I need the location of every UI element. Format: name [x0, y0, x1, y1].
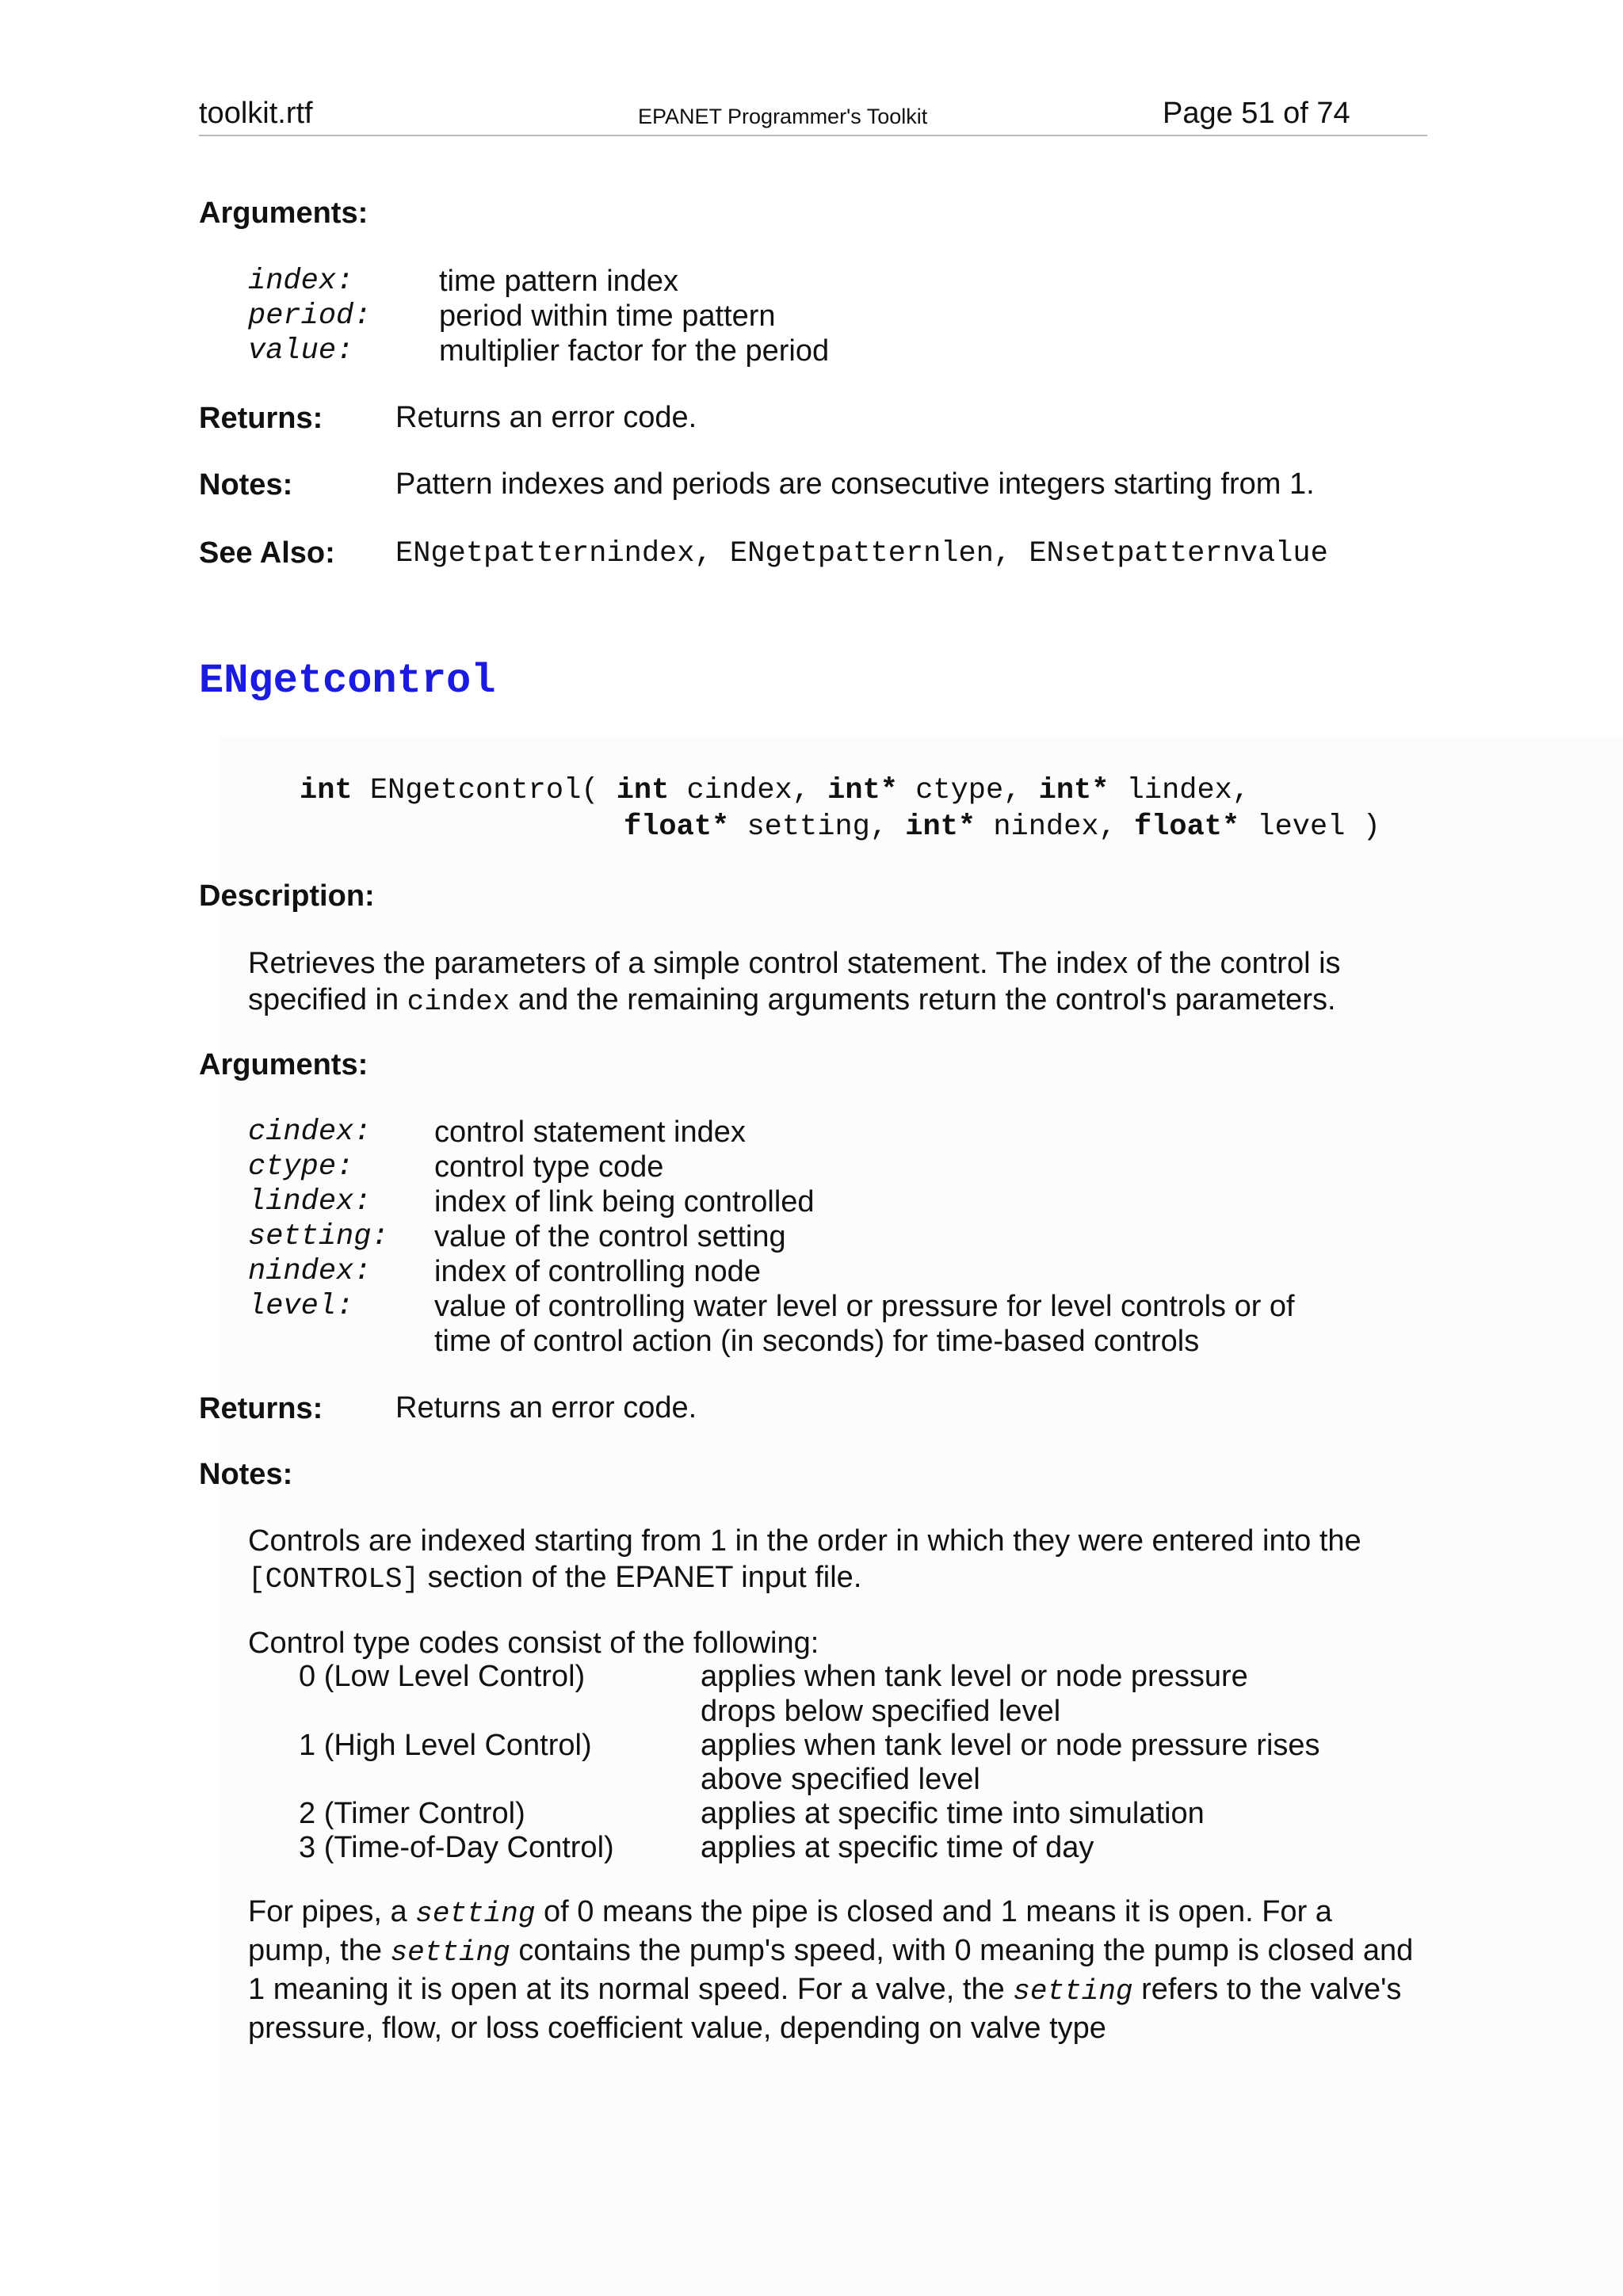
control-code-desc: applies when tank level or node pressure: [701, 1660, 1248, 1693]
arg-desc: value of the control setting: [434, 1220, 786, 1253]
prev-notes-label: Notes:: [199, 468, 293, 502]
prev-see-also-links[interactable]: ENgetpatternindex, ENgetpatternlen, ENsetpatternvalue: [395, 537, 1328, 570]
header-filename: toolkit.rtf: [199, 97, 313, 130]
notes-codes-intro: Control type codes consist of the following:: [248, 1627, 819, 1660]
arg-desc: index of link being controlled: [434, 1185, 815, 1219]
prev-arguments-label: Arguments:: [199, 196, 369, 230]
arguments-label: Arguments:: [199, 1048, 369, 1081]
notes-paragraph-3: For pipes, a setting of 0 means the pipe is closed and 1 means it is open. For a pump, the setting contains the pump's speed, with 0 meaning the pump is closed and 1 meaning it is open at its normal speed. For a valve, the setting refers to the valve's pressure, flow, or loss coefficient value, depending on valve type: [248, 1895, 1414, 2045]
prev-arg-name: index:: [248, 265, 354, 298]
arg-name: lindex:: [248, 1185, 372, 1219]
function-prototype-line2: float* setting, int* nindex, float* level ): [624, 810, 1381, 844]
arg-desc: index of controlling node: [434, 1255, 761, 1288]
prev-arg-desc: time pattern index: [439, 265, 679, 298]
notes-label: Notes:: [199, 1458, 293, 1491]
control-code: 1 (High Level Control): [299, 1729, 592, 1762]
function-title: ENgetcontrol: [199, 658, 496, 704]
prev-arg-name: period:: [248, 299, 372, 333]
returns-text: Returns an error code.: [395, 1391, 697, 1425]
notes-paragraph-1: Controls are indexed starting from 1 in the order in which they were entered into the [CONTROLS] section of the EPANET input file.: [248, 1524, 1361, 1596]
arg-name: nindex:: [248, 1255, 372, 1288]
arg-name: cindex:: [248, 1116, 372, 1149]
arg-desc: control statement index: [434, 1116, 746, 1149]
control-code: 3 (Time-of-Day Control): [299, 1831, 614, 1864]
control-code-desc: above specified level: [701, 1763, 980, 1796]
control-code-desc: applies at specific time of day: [701, 1831, 1094, 1864]
control-code-desc: applies when tank level or node pressure rises: [701, 1729, 1320, 1762]
header-page-number: Page 51 of 74: [1163, 97, 1350, 130]
control-code: 2 (Timer Control): [299, 1797, 525, 1830]
function-prototype-line1: int ENgetcontrol( int cindex, int* ctype, int* lindex,: [300, 774, 1251, 807]
prev-returns-label: Returns:: [199, 402, 323, 435]
prev-arg-desc: multiplier factor for the period: [439, 334, 830, 368]
header-divider: [199, 135, 1427, 136]
prev-notes-text: Pattern indexes and periods are consecutive integers starting from 1.: [395, 467, 1315, 501]
arg-name: setting:: [248, 1220, 389, 1253]
description-label: Description:: [199, 879, 375, 913]
prev-see-also-label: See Also:: [199, 536, 335, 570]
arg-desc-continued: time of control action (in seconds) for time-based controls: [434, 1325, 1200, 1358]
control-code: 0 (Low Level Control): [299, 1660, 586, 1693]
header-title: EPANET Programmer's Toolkit: [638, 105, 928, 128]
prev-returns-text: Returns an error code.: [395, 401, 697, 434]
control-code-desc: drops below specified level: [701, 1695, 1061, 1728]
arg-desc: value of controlling water level or pressure for level controls or of: [434, 1290, 1295, 1323]
control-code-desc: applies at specific time into simulation: [701, 1797, 1205, 1830]
arg-name: ctype:: [248, 1150, 354, 1184]
prev-arg-desc: period within time pattern: [439, 299, 776, 333]
arg-name: level:: [248, 1290, 354, 1323]
returns-label: Returns:: [199, 1392, 323, 1425]
prev-arg-name: value:: [248, 334, 354, 368]
arg-desc: control type code: [434, 1150, 664, 1184]
description-text: Retrieves the parameters of a simple control statement. The index of the control is specified in cindex and the remaining arguments return the control's parameters.: [248, 947, 1341, 1018]
